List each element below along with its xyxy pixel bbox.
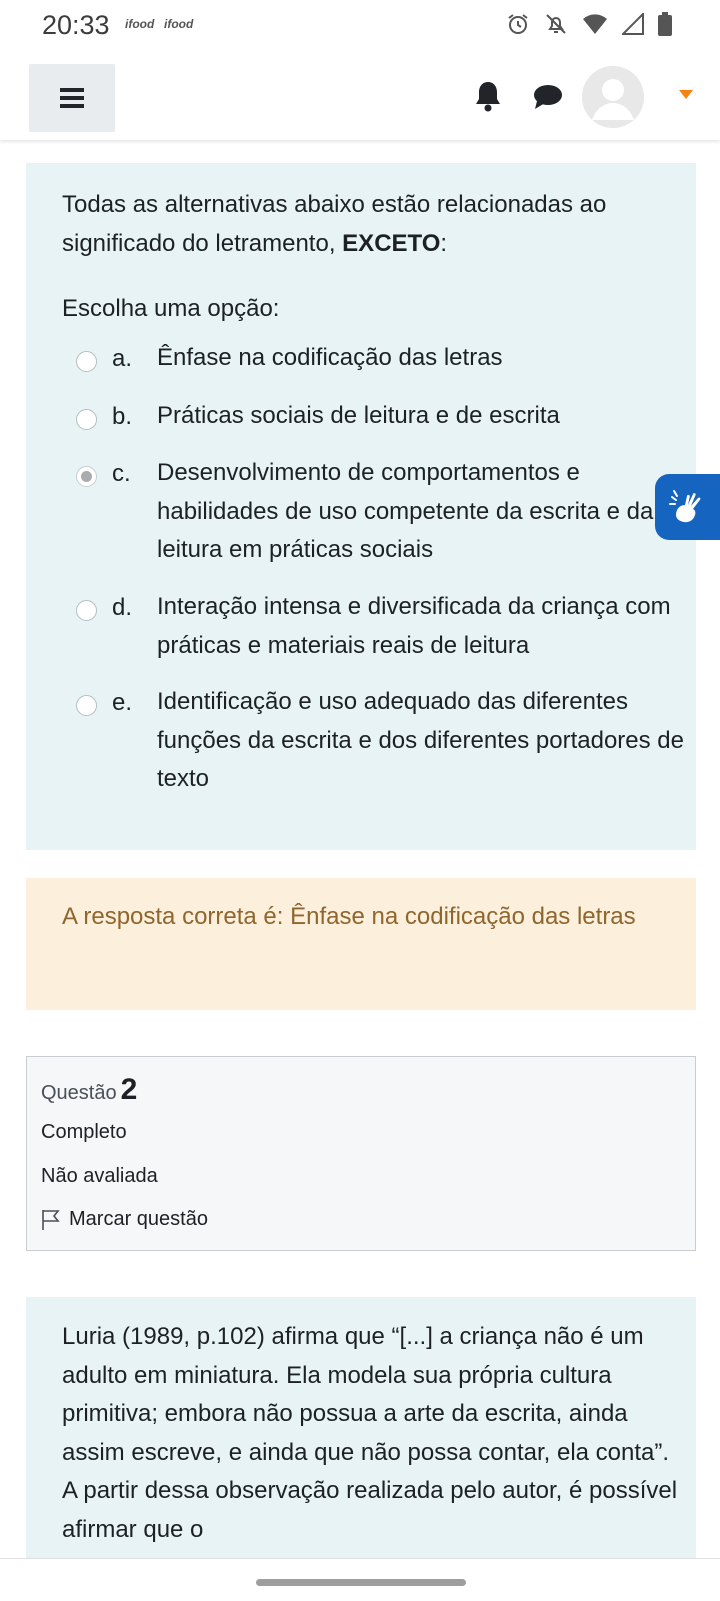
option-text: Identificação e uso adequado das diferentes funções da escrita e dos diferentes portadores de texto	[157, 688, 684, 792]
question-text	[62, 185, 672, 263]
caret-down-icon[interactable]	[679, 90, 693, 99]
feedback-text: A resposta correta é: Ênfase na codificação das letras	[62, 903, 636, 930]
top-navbar	[0, 54, 720, 140]
question-number	[41, 1073, 137, 1107]
ifood-notification-icon: ifood	[164, 17, 194, 31]
sign-language-icon	[668, 487, 708, 527]
avatar[interactable]	[582, 66, 644, 128]
status-bar	[0, 0, 720, 54]
option-letter: d.	[112, 594, 133, 621]
radio-a[interactable]	[76, 351, 97, 372]
question-2-content	[26, 1297, 696, 1560]
correct-answer-feedback	[26, 878, 696, 1010]
option-text: Práticas sociais de leitura e de escrita	[157, 402, 560, 429]
question-grade: Não avaliada	[41, 1165, 158, 1187]
question-text-part: Todas as alternativas abaixo estão relacionadas ao significado do letramento,	[62, 191, 607, 257]
wifi-icon	[582, 13, 608, 35]
option-letter: e.	[112, 689, 133, 716]
question-2-text: Luria (1989, p.102) afirma que “[...] a criança não é um adulto em miniatura. Ela modela sua própria cultura primitiva; embora não possua a arte da escrita, ainda assim escreve, e ainda que não possa contar, ela conta”. A partir dessa observação realizada pelo autor, é possível afirmar que o	[62, 1323, 678, 1543]
question-label: Questão	[41, 1082, 117, 1104]
option-letter: a.	[112, 345, 133, 372]
flag-question-label: Marcar questão	[69, 1208, 208, 1230]
chat-icon[interactable]	[533, 84, 563, 110]
question-state: Completo	[41, 1121, 127, 1143]
system-icons	[506, 12, 672, 36]
choose-option-label: Escolha uma opção:	[62, 295, 280, 322]
question-text-emphasis: EXCETO	[342, 230, 441, 257]
ifood-notification-icon: ifood	[125, 17, 155, 31]
radio-c[interactable]	[76, 466, 97, 487]
flag-question-link[interactable]	[41, 1208, 208, 1231]
question-1-content	[26, 163, 696, 850]
question-number-value: 2	[120, 1073, 138, 1106]
radio-b[interactable]	[76, 409, 97, 430]
bell-icon[interactable]	[474, 80, 502, 112]
flag-icon	[41, 1209, 61, 1231]
hamburger-icon	[60, 88, 84, 108]
signal-icon	[622, 13, 644, 35]
question-text-part: :	[440, 230, 448, 257]
option-letter: c.	[112, 460, 131, 487]
battery-icon	[658, 12, 672, 36]
bell-off-icon	[544, 12, 568, 36]
option-text: Interação intensa e diversificada da criança com práticas e materiais reais de leitura	[157, 593, 671, 659]
menu-button[interactable]	[29, 64, 115, 132]
accessibility-widget[interactable]	[655, 474, 720, 540]
option-letter: b.	[112, 403, 133, 430]
clock: 20:33	[42, 10, 110, 40]
question-2-info	[26, 1056, 696, 1251]
option-text: Ênfase na codificação das letras	[157, 344, 503, 371]
home-indicator[interactable]	[256, 1579, 466, 1586]
option-text: Desenvolvimento de comportamentos e habilidades de uso competente da escrita e da leitura em práticas sociais	[157, 459, 654, 563]
radio-d[interactable]	[76, 600, 97, 621]
system-navigation-bar	[0, 1558, 720, 1601]
alarm-icon	[506, 12, 530, 36]
radio-e[interactable]	[76, 695, 97, 716]
